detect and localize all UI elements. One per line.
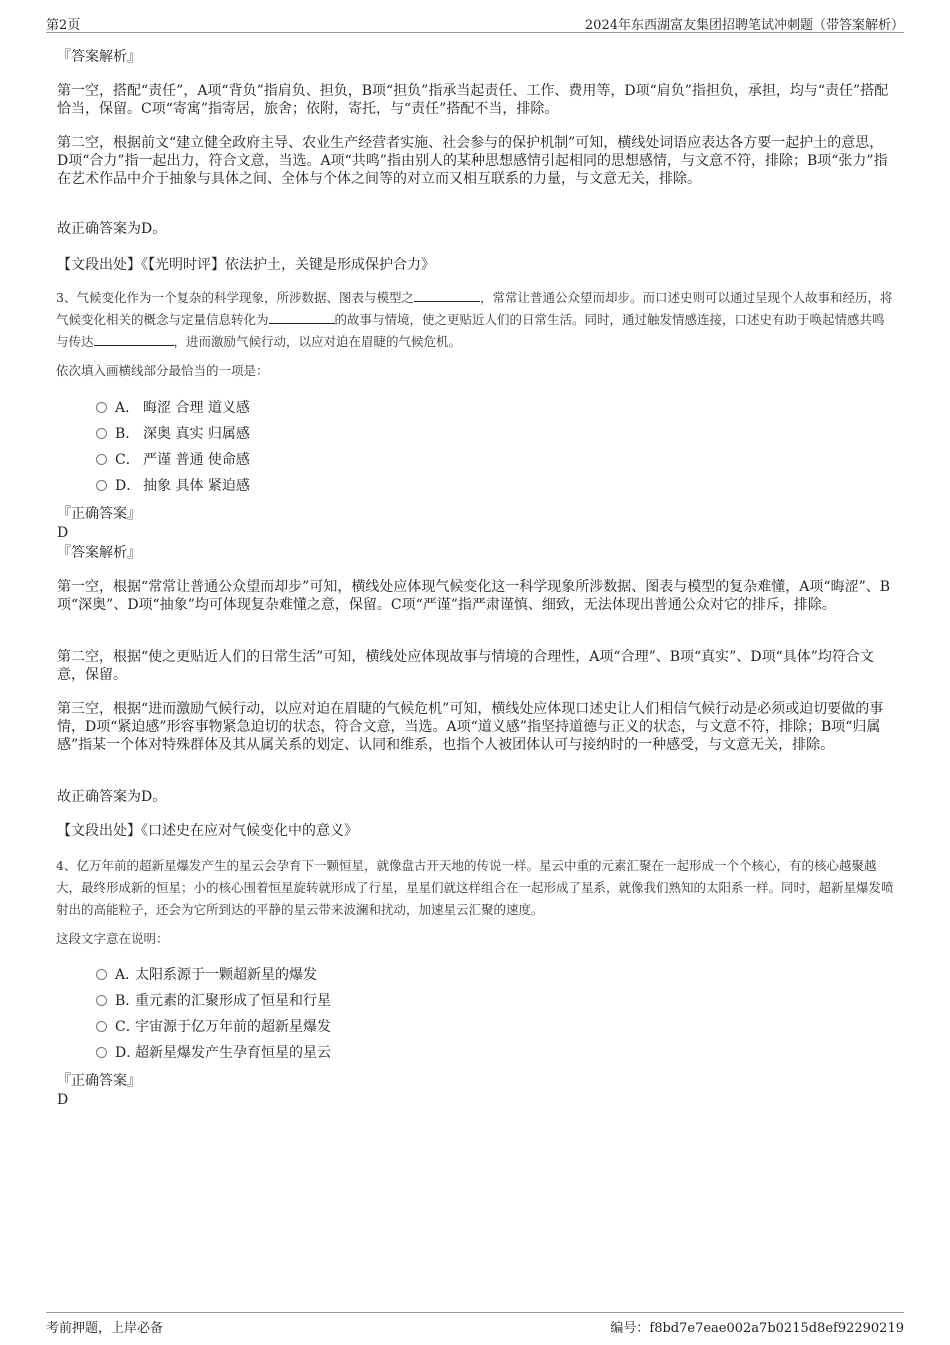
- q3-answer: D: [57, 525, 69, 541]
- radio-icon[interactable]: [96, 995, 107, 1006]
- q4-option-b[interactable]: B．重元素的汇聚形成了恒星和行星: [96, 991, 331, 1011]
- q3-source: 【文段出处】《口述史在应对气候变化中的意义》: [57, 823, 358, 839]
- page-footer: [46, 1312, 904, 1334]
- page-number: 第2页: [46, 18, 81, 33]
- q3-analysis-para3: 第三空，根据“进而激励气候行动，以应对迫在眉睫的气候危机”可知，横线处应体现口述史让人们相信气候行动是必须或迫切要做的事情，D项“紧迫感”形容事物紧急迫切的状态，符合文意，当选。A项“道义感”指坚持道德与正义的状态，与文意不符，排除；B项“归属感”指某一个体对特殊群体及其从属关系的划定、认同和维系，也指个人被团体认可与接纳时的一种感受，与文意无关，排除。: [57, 701, 884, 753]
- radio-icon[interactable]: [96, 402, 107, 413]
- q3-stem-part4: ，进而激励气候行动，以应对迫在眉睫的气候危机。: [173, 334, 462, 349]
- q3-blank-2: [269, 310, 335, 324]
- q3-option-d[interactable]: D． 抽象 具体 紧迫感: [96, 476, 250, 496]
- q3-stem-part2: ，常常让普通公众望而却步。而口述史则可以通过呈现个人故事和经历，将气候变化相关的概念与定量信息转化为: [56, 290, 893, 327]
- footer-serial: 编号：f8bd7e7eae002a7b0215d8ef92290219: [610, 1321, 904, 1336]
- q3-option-c[interactable]: C． 严谨 普通 使命感: [96, 450, 250, 470]
- page-header: [46, 14, 904, 33]
- q4-option-d[interactable]: D．超新星爆发产生孕育恒星的星云: [96, 1043, 331, 1063]
- q4-option-c[interactable]: C．宇宙源于亿万年前的超新星爆发: [96, 1017, 331, 1037]
- radio-icon[interactable]: [96, 428, 107, 439]
- q3-analysis-para2: 第二空，根据“使之更贴近人们的日常生活”可知，横线处应体现故事与情境的合理性，A项“合理”、B项“真实”、D项“具体”均符合文意，保留。: [57, 649, 874, 683]
- q3-stem-part1: 3、气候变化作为一个复杂的科学现象，所涉数据、图表与模型之: [56, 290, 414, 305]
- q3-blank-1: [414, 288, 480, 302]
- q3-option-a[interactable]: A． 晦涩 合理 道义感: [96, 398, 250, 418]
- q2-source: 【文段出处】《【光明时评】依法护土，关键是形成保护合力》: [57, 257, 435, 273]
- footer-slogan: 考前押题，上岸必备: [46, 1321, 164, 1336]
- q2-conclusion: 故正确答案为D。: [57, 221, 167, 237]
- q3-conclusion: 故正确答案为D。: [57, 789, 167, 805]
- q3-blank-3: [94, 332, 174, 346]
- q2-analysis-label: 『答案解析』: [57, 49, 141, 65]
- document-title: 2024年东西湖富友集团招聘笔试冲刺题（带答案解析）: [584, 18, 904, 33]
- q3-stem: [56, 287, 896, 353]
- q3-prompt: 依次填入画横线部分最恰当的一项是：: [56, 363, 269, 378]
- q3-option-b[interactable]: B． 深奥 真实 归属感: [96, 424, 250, 444]
- q3-answer-label: 『正确答案』: [57, 506, 141, 522]
- q4-answer-label: 『正确答案』: [57, 1073, 141, 1089]
- q2-analysis-para2: 第二空，根据前文“建立健全政府主导、农业生产经营者实施、社会参与的保护机制”可知，横线处词语应表达各方要一起护土的意思，D项“合力”指一起出力，符合文意，当选。A项“共鸣”指由别人的某种思想感情引起相同的思想感情，与文意不符，排除；B项“张力”指在艺术作品中介于抽象与具体之间、全体与个体之间等的对立而又相互联系的力量，与文意无关，排除。: [57, 135, 888, 187]
- q3-analysis-para1: 第一空，根据“常常让普通公众望而却步”可知，横线处应体现气候变化这一科学现象所涉数据、图表与模型的复杂难懂，A项“晦涩”、B项“深奥”、D项“抽象”均可体现复杂难懂之意，保留。C项“严谨”指严肃谨慎、细致，无法体现出普通公众对它的排斥，排除。: [57, 579, 891, 613]
- radio-icon[interactable]: [96, 969, 107, 980]
- radio-icon[interactable]: [96, 1021, 107, 1032]
- radio-icon[interactable]: [96, 454, 107, 465]
- q4-answer: D: [57, 1092, 69, 1108]
- q3-stem-part3: 的故事与情境，使之更贴近人们的日常生活。同时，通过触发情感连接，口述史有助于唤起情感共鸣与传达: [56, 312, 885, 349]
- radio-icon[interactable]: [96, 480, 107, 491]
- q4-stem: 4、亿万年前的超新星爆发产生的星云会孕育下一颗恒星，就像盘古开天地的传说一样。星云中重的元素汇聚在一起形成一个个核心，有的核心越聚越大，最终形成新的恒星；小的核心围着恒星旋转就形成了行星，星星们就这样组合在一起形成了星系，就像我们熟知的太阳系一样。同时，超新星爆发喷射出的高能粒子，还会为它所到达的平静的星云带来波澜和扰动，加速星云汇聚的速度。: [56, 858, 894, 917]
- q2-analysis-para1: 第一空，搭配“责任”，A项“背负”指肩负、担负，B项“担负”指承当起责任、工作、费用等，D项“肩负”指担负，承担，均与“责任”搭配恰当，保留。C项“寄寓”指寄居，旅舍；依附，寄托，与“责任”搭配不当，排除。: [57, 83, 889, 117]
- q4-prompt: 这段文字意在说明：: [56, 931, 169, 946]
- q3-analysis-label: 『答案解析』: [57, 545, 141, 561]
- radio-icon[interactable]: [96, 1047, 107, 1058]
- q4-option-a[interactable]: A．太阳系源于一颗超新星的爆发: [96, 965, 317, 985]
